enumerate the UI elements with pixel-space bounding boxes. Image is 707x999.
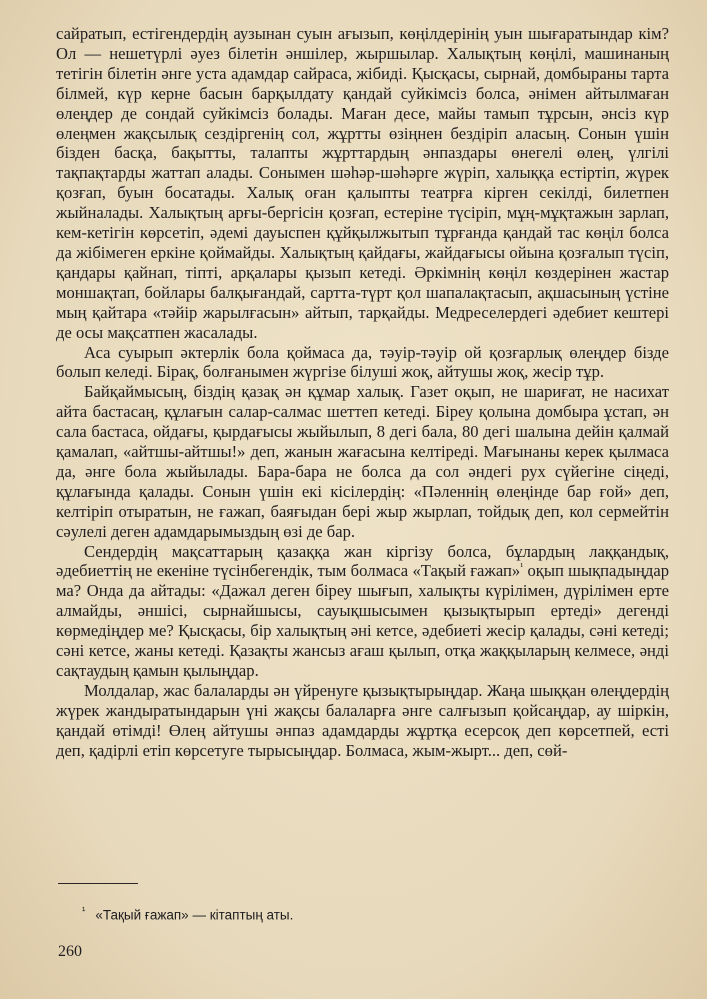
paragraph-with-footnote bbox=[56, 542, 669, 681]
footnote-reference: ¹ bbox=[520, 561, 524, 573]
paragraph-continued: сайратып, естігендердің аузынан суын ағызып, көңілдерінің уын шығаратындар кім? Ол — нешетүрлі әуез білетін әншілер, жыршылар. Халықтың көңілі, машинаның тетігін білетін әнге уста адамдар сайраса, жібиді. Қысқасы, сырнай, домбыраны тарта білмей, күр керне басын барқылдату қандай суйкімсіз болса, әнімен айтылмаған өлеңдер де сондай суйкімсіз болады. Маған десе, майы тамып тұрсын, әнсіз күр өлеңмен жақсылық сездіргенің сол, жұртты өзіңнен бездіріп аласың. Сонын үшін бізден басқа, бақытты, талапты жұрттардың әнпаздары өнегелі өлең, үлгілі тақпақтарды жаттап алады. Сонымен шәһәр-шәһәрге жүріп, халыққа естіртіп, жүрек қозғап, буын босатады. Халық оған қалыпты театрға кірген секілді, билетпен жыйналады. Халықтың арғы-бергісін қозғап, естеріне түсіріп, мұң-мұқтажын зарлап, кем-кетігін көрсетіп, әдемі дауыспен құйқылжытып тұрғанда қандай тас көңіл болса да жібімеген еркіне қоймайды. Халықтың қайдағы, жайдағысы ойына қозғалып түсіп, қандары қайнап, тіпті, арқалары қызып кетеді. Әркімнің көңіл көздерінен жастар моншақтап, бойлары балқығандай, сартта-түрт қол шапалақтасып, ақшасының үстіне мың қайтара «тәйір жарылғасын» айтып, тарқайды. Медреселердегі әдебиет кештері де осы мақсатпен жасалады. bbox=[56, 24, 669, 342]
body-text bbox=[56, 24, 669, 761]
paragraph-text-part: Сендердің мақсаттарың қазаққа жан кіргізу болса, бұлардың лаққандық, әдебиеттің не екеніне түсінбегендік, тым болмаса «Тақый ғажап» bbox=[56, 541, 669, 581]
paragraph: Байқаймысың, біздің қазақ ән құмар халық. Газет оқып, не шариғат, не насихат айта бастасаң, құлағын салар-салмас шеттеп кетеді. Біреу қолына домбыра ұстап, ән сала бастаса, ойдағы, қырдағысы жыйылып, 8 дегі бала, 80 дегі шалына дейін қалмай қамалап, «айтшы-айтшы!» деп, жанын жағасына келтіреді. Мағынаны керек қылмаса да, әнге бола жыйылады. Бара-бара не болса да сол әндегі рух сүйегіне сіңеді, құлағында қалады. Сонын үшін екі кісілердің: «Пәленнің өлеңінде бар ғой» деп, келтіріп отыратын, не ғажап, баяғыдан бері жыр жырлап, тойдық деп, кол сермейтін сәулелі деген адамдарымыздың өзі де бар. bbox=[56, 382, 669, 541]
footnote-divider bbox=[58, 883, 138, 884]
footnote-text: «Тақый ғажап» — кітаптың аты. bbox=[95, 907, 294, 923]
paragraph-text-part: оқып шықпадыңдар ма? Онда да айтады: «Дажал деген біреу шығып, халықты күрілімен, дүрілімен ерте алмайды, әншісі, сырнайшысы, сауықшысымен қызықтырып ертеді» дегенді көрмедіңдер ме? Қысқасы, бір халықтың әні кетсе, әдебиеті жесір қалады, сәні кетеді; сәні кетсе, жаны кетеді. Қазақты жансыз ағаш қылып, отқа жаққыларың келмесе, әнді сақтаудың қамын қылыңдар. bbox=[56, 561, 669, 680]
footnote bbox=[82, 904, 293, 924]
paragraph: Аса суырып әктерлік бола қоймаса да, тәуір-тәуір ой қозғарлық өлеңдер бізде болып келеді. Бірақ, болғанымен жүргізе білуші жоқ, айтушы жоқ, жесір тұр. bbox=[56, 342, 669, 382]
footnote-number: ¹ bbox=[82, 906, 86, 917]
page-number: 260 bbox=[58, 943, 82, 960]
paragraph: Молдалар, жас балаларды ән үйренуге қызықтырыңдар. Жаңа шыққан өлеңдердің жүрек жандыратындарын үні жақсы балаларға әнге салғызып қойсаңдар, ау шіркін, қандай өтімді! Өлең айтушы әнпаз адамдарды жұртқа есерсоқ деп көрсетпей, есті деп, қадірлі етіп көрсетуге тырысыңдар. Болмаса, жым-жырт... деп, сөй- bbox=[56, 680, 669, 760]
